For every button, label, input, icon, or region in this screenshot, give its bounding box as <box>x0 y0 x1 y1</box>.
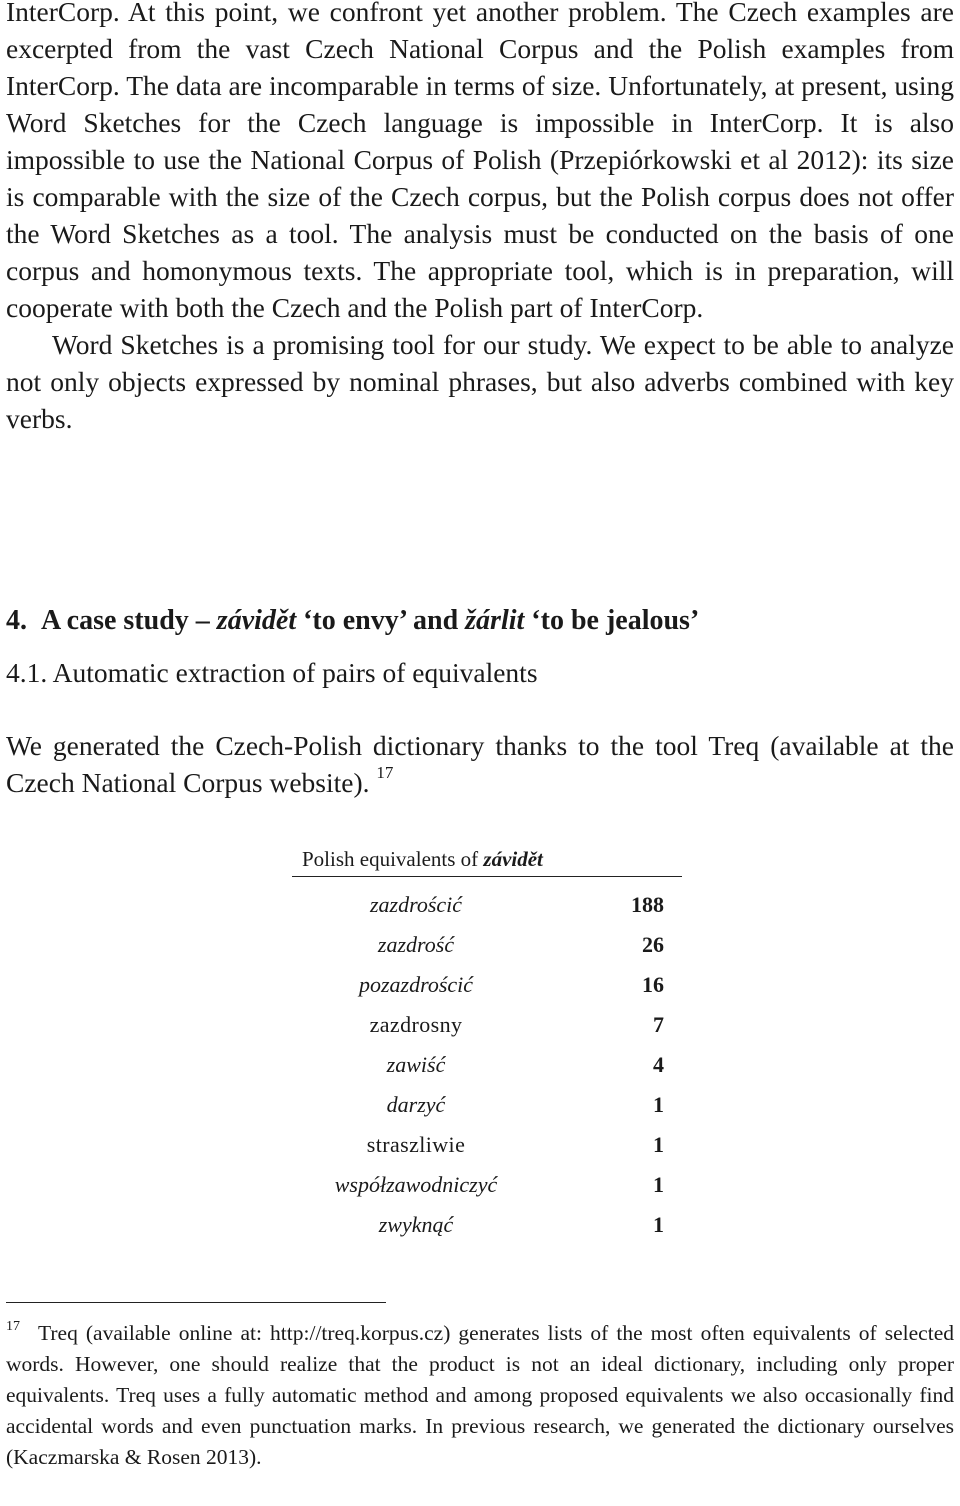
table-cell-count: 26 <box>642 932 664 957</box>
section-text-a: A case study – <box>41 605 217 636</box>
paragraph-intercorp-problem: InterCorp. At this point, we confront yet another problem. The Czech examples are excerpted from the vast Czech National Corpus and the Polish examples from InterCorp. The data are incomparable in terms of size. Unfortunately, at present, using Word Sketches for the Czech language is impossible in InterCorp. It is also impossible to use the National Corpus of Polish (Przepiórkowski et al 2012): its size is comparable with the size of the Czech corpus, but the Polish corpus does not offer the Word Sketches as a tool. The analysis must be conducted on the basis of one corpus and homonymous texts. The appropriate tool, which is in preparation, will cooperate with both the Czech and the Polish part of InterCorp. <box>6 0 954 323</box>
table-cell-word: zazdrosny <box>369 1012 463 1037</box>
table-row <box>292 1165 682 1205</box>
table-row <box>292 885 682 925</box>
table-caption-prefix: Polish equivalents of <box>302 847 484 871</box>
table-cell-word: straszliwie <box>366 1132 466 1157</box>
section-heading <box>6 601 699 641</box>
table-row <box>292 965 682 1005</box>
paragraph-treq <box>6 727 954 801</box>
table-cell-count: 4 <box>653 1052 664 1077</box>
footnote-number: 17 <box>6 1319 20 1334</box>
footnote-reference: 17 <box>376 763 394 782</box>
footnote-separator <box>6 1302 386 1303</box>
intro-text-block <box>6 0 954 437</box>
table-cell-word: pozazdrościć <box>358 972 474 997</box>
table-body <box>292 885 682 1245</box>
table-row <box>292 1125 682 1165</box>
treq-paragraph-container <box>6 727 954 801</box>
paragraph-treq-text: We generated the Czech-Polish dictionary thanks to the tool Treq (available at the Czech National Corpus website). <box>6 730 954 798</box>
table-row <box>292 925 682 965</box>
table-cell-word: zazdrościć <box>369 892 463 917</box>
section-word-zavidet: závidět <box>216 605 297 636</box>
table-cell-count: 7 <box>653 1012 664 1037</box>
table-row <box>292 1205 682 1245</box>
paragraph-word-sketches: Word Sketches is a promising tool for our study. We expect to be able to analyze not only objects expressed by nominal phrases, but also adverbs combined with key verbs. <box>6 329 954 434</box>
table-cell-word: zawiść <box>386 1052 446 1077</box>
table-cell-word: zwyknąć <box>378 1212 454 1237</box>
section-word-zarlit: žárlit <box>465 605 525 636</box>
footnote <box>6 1318 954 1473</box>
table-row <box>292 1005 682 1045</box>
table-cell-count: 1 <box>653 1172 664 1197</box>
table-rule <box>292 876 682 877</box>
table-cell-count: 1 <box>653 1212 664 1237</box>
section-text-c: ‘to be jealous’ <box>524 605 700 636</box>
table-caption-word: závidět <box>483 847 543 871</box>
section-text-b: ‘to envy’ and <box>296 605 466 636</box>
table-row <box>292 1085 682 1125</box>
table-cell-word: współzawodniczyć <box>334 1172 498 1197</box>
footnote-text: Treq (available online at: http://treq.korpus.cz) generates lists of the most often equivalents of selected words. However, one should realize that the product is not an ideal dictionary, including only proper equivalents. Treq uses a fully automatic method and among proposed equivalents we also occasionally find accidental words and even punctuation marks. In previous research, we generated the dictionary ourselves (Kaczmarska & Rosen 2013). <box>6 1321 954 1469</box>
section-number: 4. <box>6 605 27 636</box>
table-cell-count: 16 <box>642 972 664 997</box>
table-cell-word: darzyć <box>386 1092 446 1117</box>
equivalents-table <box>292 846 682 1245</box>
table-cell-word: zazdrość <box>377 932 455 957</box>
table-caption <box>292 846 682 876</box>
subsection-heading: 4.1. Automatic extraction of pairs of equivalents <box>6 657 538 688</box>
table-cell-count: 1 <box>653 1092 664 1117</box>
table-row <box>292 1045 682 1085</box>
table-cell-count: 188 <box>631 892 664 917</box>
table-cell-count: 1 <box>653 1132 664 1157</box>
